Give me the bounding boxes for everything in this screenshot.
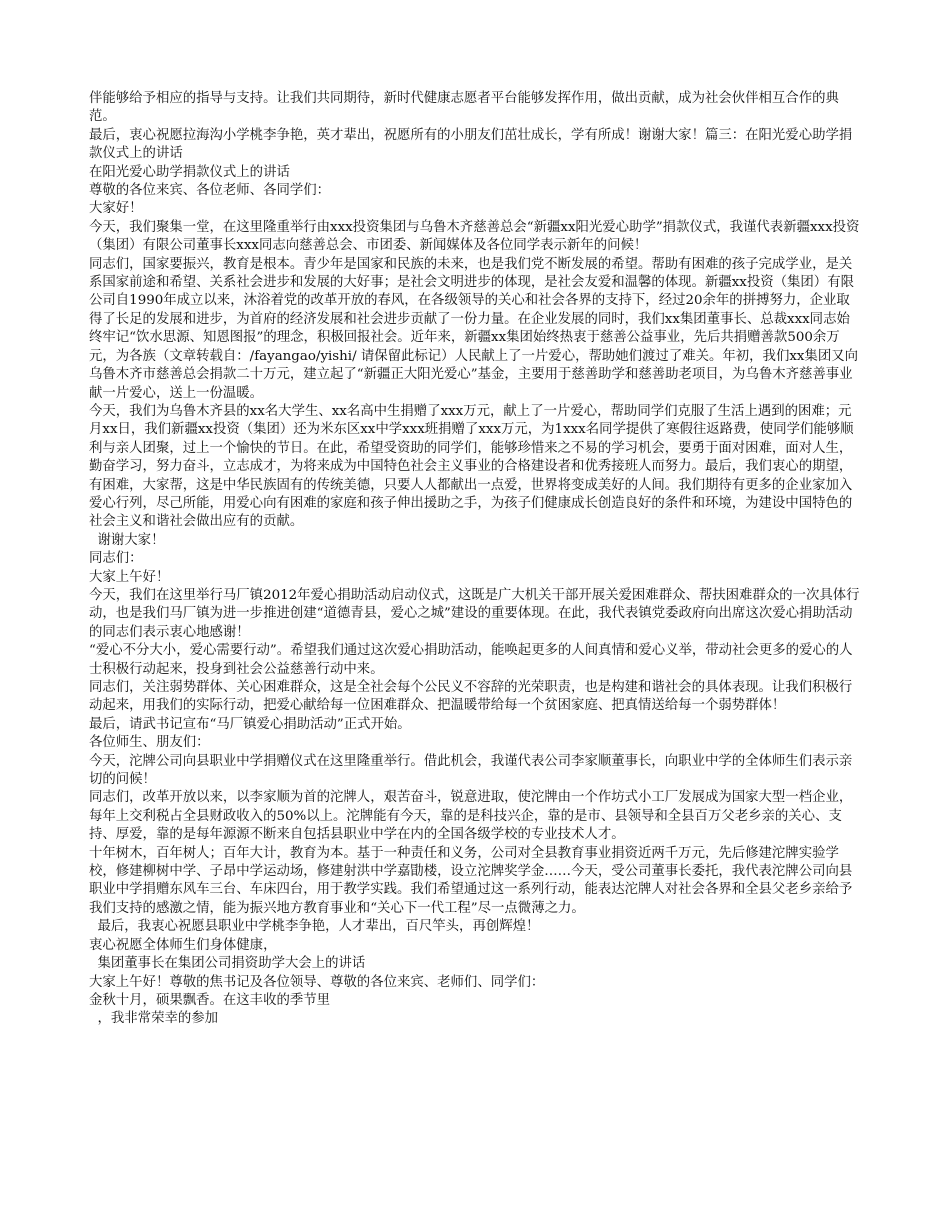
paragraph-1: 伴能够给予相应的指导与支持。让我们共同期待，新时代健康志愿者平台能够发挥作用，做出贡献，成为社会伙伴相互合作的典范。 (89, 91, 839, 125)
paragraph-20: 最后，我衷心祝愿县职业中学桃李争艳，人才辈出，百尺竿头，再创辉煌！ (89, 919, 540, 935)
paragraph-21: 衷心祝愿全体师生们身体健康， (89, 937, 277, 953)
paragraph-24: 金秋十月，硕果飘香。在这丰收的季节里 (89, 992, 331, 1008)
paragraph-25: ，我非常荣幸的参加 (89, 1011, 219, 1027)
paragraph-7: 同志们，国家要振兴，教育是根本。青少年是国家和民族的未来，也是我们党不断发展的希望。帮助有困难的孩子完成学业，是关系国家前途和希望、关系社会进步和发展的大好事；是社会文明进步的体现，是社会友爱和温馨的体现。新疆xx投资（集团）有限公司自1990年成立以来，沐浴着党的改革开放的春风，在各级领导的关心和社会各界的支持下，经过20余年的拼搏努力，企业取得了长足的发展和进步，为首府的经济发展和社会进步贡献了一份力量。在企业发展的同时，我们xx集团董事长、总裁xxx同志始终牢记“饮水思源、知恩图报”的理念，积极回报社会。近年来，新疆xx集团始终热衷于慈善公益事业，先后共捐赠善款500余万元，为各族（文章转载自：/fayangao/yishi/ 请保留此标记）人民献上了一片爱心，帮助她们渡过了难关。年初，我们xx集团又向乌鲁木齐市慈善总会捐款二十万元，建立起了“新疆正大阳光爱心”基金，主要用于慈善助学和慈善助老项目，为乌鲁木齐慈善事业献一片爱心，送上一份温暖。 (89, 256, 858, 401)
document-body (89, 90, 861, 1029)
paragraph-11: 大家上午好！ (89, 569, 170, 585)
paragraph-3: 在阳光爱心助学捐款仪式上的讲话 (89, 164, 290, 180)
paragraph-9: 谢谢大家！ (89, 532, 165, 548)
paragraph-14: 同志们，关注弱势群体、关心困难群众，这是全社会每个公民义不容辞的光荣职责，也是构建和谐社会的具体表现。让我们积极行动起来，用我们的实际行动，把爱心献给每一位困难群众、把温暖带给每一个贫困家庭、把真情送给每一个弱势群体！ (89, 680, 853, 714)
paragraph-19: 十年树木，百年树人；百年大计，教育为本。基于一种责任和义务，公司对全县教育事业捐资近两千万元，先后修建沱牌实验学校，修建柳树中学、子昂中学运动场，修建射洪中学嘉勖楼，设立沱牌奖学金……今天，受公司董事长委托，我代表沱牌公司向县职业中学捐赠东风车三台、车床四台，用于教学实践。我们希望通过这一系列行动，能表达沱牌人对社会各界和全县父老乡亲给予我们支持的感激之情，能为振兴地方教育事业和“关心下一代工程”尽一点微薄之力。 (89, 845, 853, 916)
paragraph-2: 最后，衷心祝愿拉海沟小学桃李争艳，英才辈出，祝愿所有的小朋友们茁壮成长，学有所成！谢谢大家！篇三：在阳光爱心助学捐款仪式上的讲话 (89, 127, 853, 162)
paragraph-4: 尊敬的各位来宾、各位老师、各同学们： (89, 183, 331, 199)
paragraph-15: 最后，请武书记宣布“马厂镇爱心捐助活动”正式开始。 (89, 716, 411, 732)
paragraph-13: “爱心不分大小，爱心需要行动”。希望我们通过这次爱心捐助活动，能唤起更多的人间真情和爱心义举，带动社会更多的爱心的人士积极行动起来，投身到社会公益慈善行动中来。 (89, 643, 853, 677)
paragraph-23: 大家上午好！尊敬的焦书记及各位领导、尊敬的各位来宾、老师们、同学们： (89, 974, 545, 990)
paragraph-5: 大家好！ (89, 201, 143, 217)
paragraph-22: 集团董事长在集团公司捐资助学大会上的讲话 (89, 956, 366, 972)
paragraph-8: 今天，我们为乌鲁木齐县的xx名大学生、xx名高中生捐赠了xxx万元，献上了一片爱心，帮助同学们克服了生活上遇到的困难；元月xx日，我们新疆xx投资（集团）还为米东区xx中学xxx班捐赠了xxx万元，为1xxx名同学提供了寒假往返路费，使同学们能够顺利与亲人团聚，过上一个愉快的节日。在此，希望受资助的同学们，能够珍惜来之不易的学习机会，要勇于面对困难，面对人生，勤奋学习，努力奋斗，立志成才，为将来成为中国特色社会主义事业的合格建设者和优秀接班人而努力。最后，我们衷心的期望， 有困难，大家帮，这是中华民族固有的传统美德，只要人人都献出一点爱，世界将变成美好的人间。我们期待有更多的企业家加入爱心行列，尽己所能，用爱心向有困难的家庭和孩子伸出援助之手，为孩子们健康成长创造良好的条件和环境，为建设中国特色的社会主义和谐社会做出应有的贡献。 (89, 403, 854, 530)
paragraph-18: 同志们，改革开放以来，以李家顺为首的沱牌人，艰苦奋斗，锐意进取，使沱牌由一个作坊式小工厂发展成为国家大型一档企业，每年上交利税占全县财政收入的50%以上。沱牌能有今天，靠的是科技兴企，靠的是市、县领导和全县百万父老乡亲的关心、支持、厚爱，靠的是每年源源不断来自包括县职业中学在内的全国各级学校的专业技术人才。 (89, 790, 853, 843)
paragraph-12: 今天，我们在这里举行马厂镇2012年爱心捐助活动启动仪式，这既是广大机关干部开展关爱困难群众、帮扶困难群众的一次具体行动，也是我们马厂镇为进一步推进创建“道德青县，爱心之城”建设的重要体现。在此，我代表镇党委政府向出席这次爱心捐助活动的同志们表示衷心地感谢！ (89, 587, 860, 640)
paragraph-16: 各位师生、朋友们： (89, 735, 210, 751)
paragraph-6: 今天，我们聚集一堂，在这里隆重举行由xxx投资集团与乌鲁木齐慈善总会“新疆xx阳光爱心助学”捐款仪式，我谨代表新疆xxx投资（集团）有限公司董事长xxx同志向慈善总会、市团委、新闻媒体及各位同学表示新年的问候！ (89, 219, 860, 254)
paragraph-17: 今天，沱牌公司向县职业中学捐赠仪式在这里隆重举行。借此机会，我谨代表公司李家顺董事长，向职业中学的全体师生们表示亲切的问候！ (89, 753, 853, 788)
paragraph-10: 同志们： (89, 551, 143, 567)
